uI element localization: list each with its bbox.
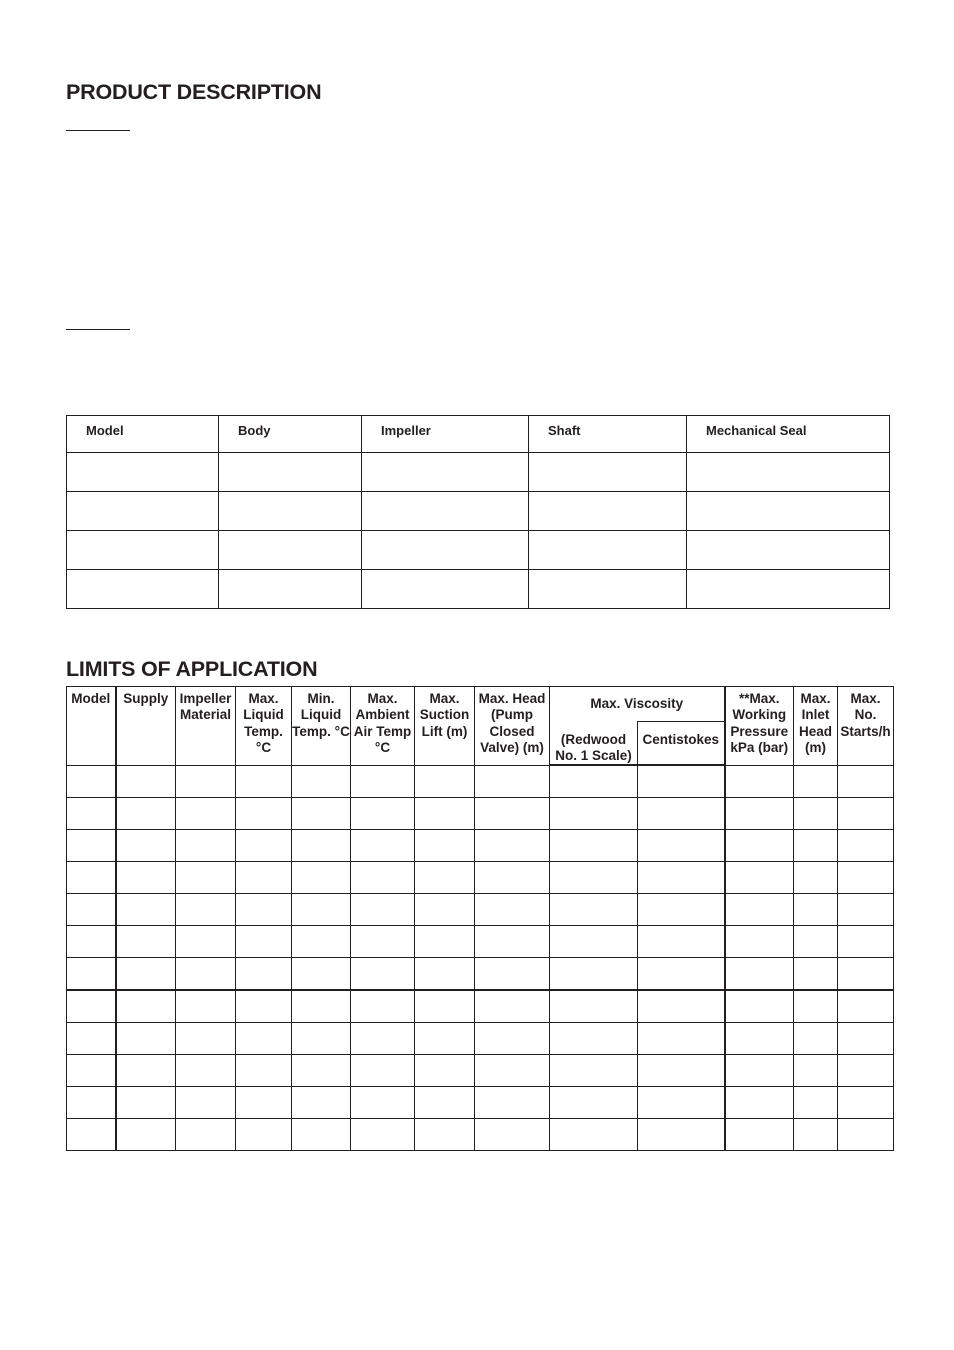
header-min-liquid-temp: Min. Liquid Temp. °C xyxy=(292,687,351,766)
table-cell xyxy=(838,830,894,862)
table-cell xyxy=(529,531,687,570)
table-cell xyxy=(415,830,475,862)
table-cell xyxy=(415,1119,475,1151)
table-cell xyxy=(638,862,725,894)
table-cell xyxy=(550,990,638,1023)
header-max-ambient-air-temp: Max. Ambient Air Temp °C xyxy=(351,687,415,766)
header-model: Model xyxy=(67,416,219,453)
limits-table xyxy=(66,686,894,1151)
table-cell xyxy=(236,990,292,1023)
table-cell xyxy=(638,798,725,830)
header-max-inlet-head: Max. Inlet Head (m) xyxy=(794,687,838,766)
section-title-product-description: PRODUCT DESCRIPTION xyxy=(66,80,322,104)
header-impeller: Impeller xyxy=(362,416,529,453)
table-cell xyxy=(550,1023,638,1055)
table-cell xyxy=(415,926,475,958)
table-cell xyxy=(116,958,176,991)
table-cell xyxy=(116,926,176,958)
table-cell xyxy=(838,1023,894,1055)
table-cell xyxy=(838,894,894,926)
table-cell xyxy=(725,990,794,1023)
table-cell xyxy=(838,958,894,991)
table-cell xyxy=(725,830,794,862)
table-cell xyxy=(550,1087,638,1119)
table-cell xyxy=(362,570,529,609)
table-cell xyxy=(351,958,415,991)
table-cell xyxy=(219,453,362,492)
table-cell xyxy=(351,798,415,830)
header-redwood-scale: (Redwood No. 1 Scale) xyxy=(550,722,638,766)
header-max-starts: Max. No. Starts/h xyxy=(838,687,894,766)
table-cell xyxy=(550,862,638,894)
table-cell xyxy=(794,1055,838,1087)
table-cell xyxy=(725,1023,794,1055)
table-cell xyxy=(475,1023,550,1055)
table-cell xyxy=(67,990,116,1023)
table-row xyxy=(67,1119,894,1151)
header-model: Model xyxy=(67,687,116,766)
table-cell xyxy=(550,894,638,926)
table-cell xyxy=(475,894,550,926)
table-cell xyxy=(116,798,176,830)
table-cell xyxy=(638,990,725,1023)
table-cell xyxy=(475,798,550,830)
table-cell xyxy=(415,798,475,830)
table-cell xyxy=(116,765,176,798)
header-impeller-material: Impeller Material xyxy=(176,687,236,766)
table-cell xyxy=(67,958,116,991)
table-cell xyxy=(351,1087,415,1119)
table-cell xyxy=(475,765,550,798)
table-cell xyxy=(176,765,236,798)
table-cell xyxy=(351,894,415,926)
table-cell xyxy=(475,862,550,894)
table-cell xyxy=(838,1087,894,1119)
table-cell xyxy=(725,926,794,958)
table-cell xyxy=(794,1087,838,1119)
table-cell xyxy=(116,990,176,1023)
table-cell xyxy=(67,926,116,958)
table-cell xyxy=(550,798,638,830)
table-cell xyxy=(638,926,725,958)
table-cell xyxy=(351,1119,415,1151)
table-cell xyxy=(176,1023,236,1055)
table-cell xyxy=(550,926,638,958)
table-cell xyxy=(638,830,725,862)
table-cell xyxy=(475,990,550,1023)
table-cell xyxy=(292,798,351,830)
table-cell xyxy=(176,990,236,1023)
table-cell xyxy=(351,1023,415,1055)
table-cell xyxy=(529,570,687,609)
table-cell xyxy=(529,453,687,492)
short-rule xyxy=(66,329,130,330)
table-row xyxy=(67,798,894,830)
table-cell xyxy=(67,492,219,531)
header-supply: Supply xyxy=(116,687,176,766)
table-cell xyxy=(415,894,475,926)
header-centistokes: Centistokes xyxy=(638,722,725,766)
table-row xyxy=(67,830,894,862)
table-row xyxy=(67,894,894,926)
table-cell xyxy=(725,798,794,830)
table-cell xyxy=(725,765,794,798)
materials-table xyxy=(66,415,890,609)
table-cell xyxy=(236,765,292,798)
table-cell xyxy=(725,958,794,991)
table-cell xyxy=(176,894,236,926)
table-cell xyxy=(725,862,794,894)
table-cell xyxy=(116,1087,176,1119)
table-cell xyxy=(415,990,475,1023)
table-cell xyxy=(292,862,351,894)
table-cell xyxy=(794,798,838,830)
table-cell xyxy=(176,1087,236,1119)
table-row xyxy=(67,492,890,531)
table-cell xyxy=(475,1055,550,1087)
header-mechanical-seal: Mechanical Seal xyxy=(687,416,890,453)
table-cell xyxy=(794,958,838,991)
header-max-viscosity: Max. Viscosity xyxy=(550,687,725,722)
table-cell xyxy=(176,1119,236,1151)
table-cell xyxy=(725,894,794,926)
table-cell xyxy=(236,862,292,894)
table-cell xyxy=(236,798,292,830)
table-cell xyxy=(475,958,550,991)
table-cell xyxy=(687,453,890,492)
table-cell xyxy=(67,894,116,926)
table-cell xyxy=(638,958,725,991)
table-cell xyxy=(415,765,475,798)
table-cell xyxy=(838,990,894,1023)
table-cell xyxy=(292,1055,351,1087)
table-cell xyxy=(116,1023,176,1055)
table-row xyxy=(67,958,894,991)
table-row xyxy=(67,1087,894,1119)
table-cell xyxy=(415,1055,475,1087)
table-cell xyxy=(292,1119,351,1151)
table-cell xyxy=(415,1023,475,1055)
table-cell xyxy=(236,926,292,958)
table-cell xyxy=(292,958,351,991)
table-cell xyxy=(67,531,219,570)
table-cell xyxy=(550,830,638,862)
table-cell xyxy=(687,570,890,609)
header-body: Body xyxy=(219,416,362,453)
table-cell xyxy=(236,894,292,926)
table-cell xyxy=(725,1055,794,1087)
table-cell xyxy=(794,894,838,926)
table-cell xyxy=(236,1023,292,1055)
table-cell xyxy=(67,862,116,894)
table-cell xyxy=(529,492,687,531)
table-cell xyxy=(362,531,529,570)
section-title-limits-of-application: LIMITS OF APPLICATION xyxy=(66,657,318,681)
table-cell xyxy=(794,926,838,958)
table-cell xyxy=(415,862,475,894)
table-cell xyxy=(550,1119,638,1151)
table-cell xyxy=(219,570,362,609)
table-row xyxy=(67,453,890,492)
materials-header-row xyxy=(67,416,890,453)
table-cell xyxy=(116,894,176,926)
table-cell xyxy=(638,1023,725,1055)
table-cell xyxy=(67,830,116,862)
table-cell xyxy=(292,894,351,926)
table-cell xyxy=(550,958,638,991)
table-cell xyxy=(236,958,292,991)
table-cell xyxy=(67,1119,116,1151)
table-cell xyxy=(638,1055,725,1087)
table-cell xyxy=(176,926,236,958)
table-cell xyxy=(638,765,725,798)
table-row xyxy=(67,765,894,798)
table-cell xyxy=(687,531,890,570)
table-cell xyxy=(687,492,890,531)
table-row xyxy=(67,1055,894,1087)
table-cell xyxy=(292,1023,351,1055)
table-cell xyxy=(475,830,550,862)
table-cell xyxy=(292,765,351,798)
table-cell xyxy=(794,1023,838,1055)
short-rule xyxy=(66,130,130,131)
table-cell xyxy=(236,1087,292,1119)
table-cell xyxy=(351,862,415,894)
table-cell xyxy=(725,1119,794,1151)
table-cell xyxy=(176,830,236,862)
table-cell xyxy=(794,990,838,1023)
table-cell xyxy=(351,1055,415,1087)
table-cell xyxy=(219,531,362,570)
table-cell xyxy=(638,1119,725,1151)
table-cell xyxy=(475,1087,550,1119)
table-cell xyxy=(292,830,351,862)
table-cell xyxy=(794,1119,838,1151)
table-cell xyxy=(176,862,236,894)
table-cell xyxy=(838,1055,894,1087)
table-cell xyxy=(67,798,116,830)
table-cell xyxy=(838,862,894,894)
header-shaft: Shaft xyxy=(529,416,687,453)
table-row xyxy=(67,531,890,570)
table-cell xyxy=(838,798,894,830)
table-cell xyxy=(794,765,838,798)
table-cell xyxy=(838,1119,894,1151)
table-cell xyxy=(176,798,236,830)
table-cell xyxy=(362,453,529,492)
table-row xyxy=(67,926,894,958)
table-cell xyxy=(362,492,529,531)
header-max-head: Max. Head (Pump Closed Valve) (m) xyxy=(475,687,550,766)
header-max-working-pressure: **Max. Working Pressure kPa (bar) xyxy=(725,687,794,766)
table-cell xyxy=(794,862,838,894)
table-cell xyxy=(351,765,415,798)
table-cell xyxy=(292,926,351,958)
table-cell xyxy=(638,894,725,926)
table-cell xyxy=(67,1087,116,1119)
table-cell xyxy=(838,765,894,798)
table-cell xyxy=(475,926,550,958)
table-cell xyxy=(67,1023,116,1055)
table-cell xyxy=(116,830,176,862)
table-cell xyxy=(176,958,236,991)
header-max-liquid-temp: Max. Liquid Temp. °C xyxy=(236,687,292,766)
table-cell xyxy=(67,570,219,609)
table-cell xyxy=(67,453,219,492)
table-cell xyxy=(176,1055,236,1087)
table-cell xyxy=(219,492,362,531)
table-cell xyxy=(116,1055,176,1087)
table-row xyxy=(67,862,894,894)
table-cell xyxy=(550,1055,638,1087)
table-row xyxy=(67,1023,894,1055)
table-cell xyxy=(838,926,894,958)
table-cell xyxy=(725,1087,794,1119)
table-row xyxy=(67,990,894,1023)
table-cell xyxy=(638,1087,725,1119)
table-cell xyxy=(415,958,475,991)
table-cell xyxy=(236,1119,292,1151)
table-cell xyxy=(292,990,351,1023)
table-cell xyxy=(794,830,838,862)
table-cell xyxy=(116,1119,176,1151)
table-cell xyxy=(351,830,415,862)
table-cell xyxy=(236,830,292,862)
table-cell xyxy=(67,765,116,798)
table-cell xyxy=(116,862,176,894)
table-cell xyxy=(550,765,638,798)
table-cell xyxy=(415,1087,475,1119)
table-cell xyxy=(351,990,415,1023)
table-cell xyxy=(67,1055,116,1087)
header-max-suction-lift: Max. Suction Lift (m) xyxy=(415,687,475,766)
table-row xyxy=(67,570,890,609)
table-cell xyxy=(351,926,415,958)
table-cell xyxy=(475,1119,550,1151)
table-cell xyxy=(236,1055,292,1087)
table-cell xyxy=(292,1087,351,1119)
